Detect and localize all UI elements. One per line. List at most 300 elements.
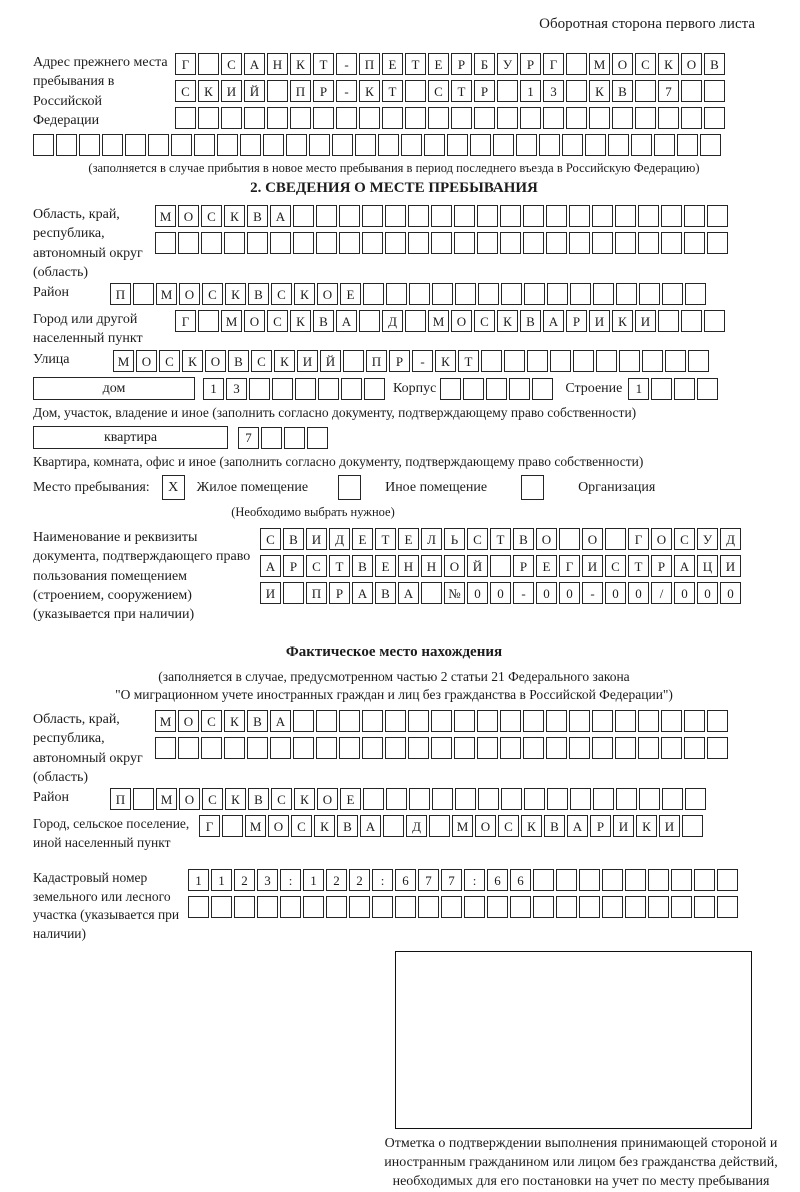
stroenie-cells bbox=[628, 378, 718, 400]
form-cell bbox=[267, 107, 288, 129]
form-cell: 0 bbox=[490, 582, 511, 604]
form-cell bbox=[293, 232, 314, 254]
form-cell: А bbox=[270, 205, 291, 227]
inoe-checkbox bbox=[338, 475, 361, 500]
form-cell bbox=[270, 737, 291, 759]
form-cell bbox=[240, 134, 261, 156]
prev-address-row-4 bbox=[33, 134, 755, 156]
form-cell: № bbox=[444, 582, 465, 604]
form-cell: Г bbox=[559, 555, 580, 577]
form-cell bbox=[363, 283, 384, 305]
form-cell: С bbox=[291, 815, 312, 837]
form-cell bbox=[431, 232, 452, 254]
form-cell bbox=[133, 283, 154, 305]
korpus-cells bbox=[440, 378, 553, 400]
form-cell: С bbox=[175, 80, 196, 102]
form-cell bbox=[362, 232, 383, 254]
form-cell bbox=[487, 896, 508, 918]
form-cell bbox=[378, 134, 399, 156]
form-cell bbox=[316, 710, 337, 732]
fact-rayon-field bbox=[33, 788, 755, 810]
form-cell bbox=[638, 737, 659, 759]
form-cell: В bbox=[337, 815, 358, 837]
form-cell bbox=[638, 710, 659, 732]
form-cell: В bbox=[375, 582, 396, 604]
form-cell bbox=[671, 896, 692, 918]
form-cell: С bbox=[251, 350, 272, 372]
form-cell bbox=[665, 350, 686, 372]
kvartira-cells bbox=[238, 427, 328, 449]
form-cell bbox=[247, 232, 268, 254]
form-cell bbox=[662, 283, 683, 305]
form-cell bbox=[332, 134, 353, 156]
form-cell bbox=[524, 788, 545, 810]
form-cell bbox=[635, 107, 656, 129]
form-cell: 0 bbox=[559, 582, 580, 604]
form-cell bbox=[585, 134, 606, 156]
form-cell: П bbox=[306, 582, 327, 604]
form-cell bbox=[234, 896, 255, 918]
form-cell bbox=[201, 232, 222, 254]
form-cell: - bbox=[336, 53, 357, 75]
fact-oblast-row-2 bbox=[155, 737, 755, 759]
form-cell bbox=[175, 107, 196, 129]
form-cell bbox=[700, 134, 721, 156]
kadastr-row-2 bbox=[188, 896, 755, 918]
form-cell: С bbox=[267, 310, 288, 332]
form-cell bbox=[500, 205, 521, 227]
form-cell: К bbox=[435, 350, 456, 372]
form-cell: Й bbox=[244, 80, 265, 102]
form-cell: И bbox=[659, 815, 680, 837]
form-cell: Н bbox=[267, 53, 288, 75]
form-cell bbox=[405, 310, 426, 332]
prev-address-row-1 bbox=[175, 53, 755, 75]
confirmation-stamp-box bbox=[395, 951, 752, 1129]
form-cell bbox=[217, 134, 238, 156]
form-cell: 0 bbox=[697, 582, 718, 604]
form-cell: П bbox=[110, 788, 131, 810]
form-cell: М bbox=[156, 283, 177, 305]
form-cell: О bbox=[179, 788, 200, 810]
form-cell bbox=[684, 737, 705, 759]
form-cell bbox=[592, 205, 613, 227]
form-cell bbox=[355, 134, 376, 156]
form-cell: О bbox=[205, 350, 226, 372]
form-cell bbox=[592, 737, 613, 759]
zhiloe-label: Жилое помещение bbox=[196, 479, 309, 495]
form-cell: Е bbox=[352, 528, 373, 550]
form-cell bbox=[451, 107, 472, 129]
form-cell bbox=[523, 737, 544, 759]
form-cell: О bbox=[178, 710, 199, 732]
form-cell bbox=[441, 896, 462, 918]
form-cell: 7 bbox=[658, 80, 679, 102]
form-cell bbox=[681, 80, 702, 102]
form-cell bbox=[569, 232, 590, 254]
prev-address-row-2 bbox=[175, 80, 755, 102]
form-cell bbox=[497, 107, 518, 129]
form-cell bbox=[717, 869, 738, 891]
kvartira-note: Квартира, комната, офис и иное (заполнить согласно документу, подтверждающему право собственности) bbox=[33, 454, 644, 469]
form-cell: К bbox=[290, 310, 311, 332]
form-cell bbox=[593, 283, 614, 305]
form-cell: Т bbox=[313, 53, 334, 75]
form-cell bbox=[546, 710, 567, 732]
form-cell bbox=[293, 710, 314, 732]
s2-ulitsa-label: Улица bbox=[33, 352, 70, 367]
form-cell bbox=[556, 869, 577, 891]
form-cell: С bbox=[202, 283, 223, 305]
form-cell bbox=[648, 896, 669, 918]
form-cell bbox=[685, 788, 706, 810]
form-cell: Е bbox=[382, 53, 403, 75]
form-cell: Р bbox=[313, 80, 334, 102]
form-cell: О bbox=[244, 310, 265, 332]
doc-field bbox=[33, 528, 755, 636]
s2-gorod-label: Город или другой населенный пункт bbox=[33, 312, 143, 347]
form-cell bbox=[619, 350, 640, 372]
form-cell: В bbox=[352, 555, 373, 577]
form-cell: М bbox=[113, 350, 134, 372]
form-cell: П bbox=[110, 283, 131, 305]
form-cell: П bbox=[290, 80, 311, 102]
form-cell bbox=[261, 427, 282, 449]
form-cell: В bbox=[612, 80, 633, 102]
form-cell bbox=[639, 788, 660, 810]
form-cell: 1 bbox=[211, 869, 232, 891]
form-cell: Е bbox=[428, 53, 449, 75]
form-cell bbox=[566, 53, 587, 75]
form-cell: С bbox=[271, 788, 292, 810]
s2-oblast-field bbox=[33, 205, 755, 283]
form-cell: С bbox=[428, 80, 449, 102]
form-cell bbox=[662, 788, 683, 810]
form-cell bbox=[359, 310, 380, 332]
form-cell bbox=[286, 134, 307, 156]
form-cell bbox=[364, 378, 385, 400]
form-cell: 1 bbox=[203, 378, 224, 400]
s2-oblast-row-2 bbox=[155, 232, 755, 254]
form-cell: К bbox=[294, 788, 315, 810]
doc-row-3 bbox=[260, 582, 755, 604]
form-cell bbox=[592, 232, 613, 254]
form-cell bbox=[318, 378, 339, 400]
form-cell: Е bbox=[340, 283, 361, 305]
form-cell: М bbox=[156, 788, 177, 810]
form-cell bbox=[201, 737, 222, 759]
form-cell: 2 bbox=[349, 869, 370, 891]
form-cell bbox=[704, 107, 725, 129]
form-cell bbox=[270, 232, 291, 254]
form-cell bbox=[500, 737, 521, 759]
form-cell: С bbox=[674, 528, 695, 550]
form-cell bbox=[431, 205, 452, 227]
form-cell bbox=[385, 710, 406, 732]
form-cell: В bbox=[704, 53, 725, 75]
form-cell: У bbox=[497, 53, 518, 75]
fact-gorod-label: Город, сельское поселение, иной населенный пункт bbox=[33, 816, 190, 850]
choose-note: (Необходимо выбрать нужное) bbox=[231, 505, 395, 519]
form-cell bbox=[612, 107, 633, 129]
form-cell: М bbox=[589, 53, 610, 75]
form-cell bbox=[481, 350, 502, 372]
form-cell bbox=[290, 107, 311, 129]
form-cell: 6 bbox=[395, 869, 416, 891]
form-cell bbox=[527, 350, 548, 372]
form-cell bbox=[362, 737, 383, 759]
form-cell bbox=[501, 788, 522, 810]
form-cell bbox=[486, 378, 507, 400]
form-cell bbox=[408, 710, 429, 732]
form-cell: С bbox=[201, 205, 222, 227]
form-cell bbox=[470, 134, 491, 156]
form-cell: Ь bbox=[444, 528, 465, 550]
form-cell: А bbox=[352, 582, 373, 604]
form-cell bbox=[385, 232, 406, 254]
form-cell: О bbox=[136, 350, 157, 372]
form-cell bbox=[684, 710, 705, 732]
form-cell bbox=[341, 378, 362, 400]
form-cell bbox=[707, 737, 728, 759]
form-cell bbox=[385, 205, 406, 227]
form-cell: Р bbox=[329, 582, 350, 604]
s2-oblast-row-1 bbox=[155, 205, 755, 227]
form-cell: К bbox=[636, 815, 657, 837]
form-cell: 1 bbox=[520, 80, 541, 102]
zhiloe-checkbox: X bbox=[162, 475, 185, 500]
form-cell: К bbox=[589, 80, 610, 102]
dom-box: дом bbox=[33, 377, 195, 400]
form-cell: 2 bbox=[234, 869, 255, 891]
form-cell bbox=[547, 788, 568, 810]
form-cell bbox=[408, 737, 429, 759]
form-cell bbox=[309, 134, 330, 156]
form-cell bbox=[454, 737, 475, 759]
form-cell: Т bbox=[405, 53, 426, 75]
form-cell bbox=[198, 107, 219, 129]
form-cell: 1 bbox=[628, 378, 649, 400]
dom-note: Дом, участок, владение и иное (заполнить согласно документу, подтверждающему право собственности) bbox=[33, 405, 637, 420]
form-cell bbox=[454, 232, 475, 254]
form-cell: О bbox=[681, 53, 702, 75]
form-cell bbox=[267, 80, 288, 102]
korpus-label: Корпус bbox=[393, 380, 437, 396]
section2-title: 2. СВЕДЕНИЯ О МЕСТЕ ПРЕБЫВАНИЯ bbox=[250, 180, 538, 196]
form-cell: В bbox=[513, 528, 534, 550]
dom-cells bbox=[203, 378, 385, 400]
form-cell bbox=[546, 205, 567, 227]
form-cell bbox=[432, 788, 453, 810]
form-cell bbox=[510, 896, 531, 918]
form-cell bbox=[500, 232, 521, 254]
form-cell: А bbox=[398, 582, 419, 604]
form-cell bbox=[493, 134, 514, 156]
form-cell bbox=[500, 710, 521, 732]
form-cell: О bbox=[651, 528, 672, 550]
form-cell: Р bbox=[513, 555, 534, 577]
form-cell bbox=[408, 205, 429, 227]
form-cell: : bbox=[280, 869, 301, 891]
kadastr-row-1 bbox=[188, 869, 755, 891]
form-cell bbox=[661, 737, 682, 759]
form-cell: М bbox=[221, 310, 242, 332]
form-cell bbox=[638, 232, 659, 254]
form-cell: К bbox=[521, 815, 542, 837]
form-cell bbox=[579, 869, 600, 891]
form-cell: С bbox=[635, 53, 656, 75]
fact-oblast-label: Область, край, республика, автономный округ (область) bbox=[33, 712, 143, 785]
mesto-label: Место пребывания: bbox=[33, 479, 150, 495]
form-cell: П bbox=[366, 350, 387, 372]
form-cell bbox=[569, 710, 590, 732]
form-cell bbox=[566, 107, 587, 129]
form-cell: Ц bbox=[697, 555, 718, 577]
kadastr-label: Кадастровый номер земельного или лесного участка (указывается при наличии) bbox=[33, 870, 180, 941]
form-cell bbox=[533, 869, 554, 891]
form-cell bbox=[707, 710, 728, 732]
form-cell: К bbox=[224, 205, 245, 227]
form-cell: Р bbox=[474, 80, 495, 102]
form-cell bbox=[707, 232, 728, 254]
form-cell: К bbox=[224, 710, 245, 732]
form-cell bbox=[409, 283, 430, 305]
form-cell: А bbox=[543, 310, 564, 332]
form-cell bbox=[33, 134, 54, 156]
form-cell bbox=[148, 134, 169, 156]
form-cell bbox=[717, 896, 738, 918]
form-cell bbox=[372, 896, 393, 918]
form-cell bbox=[221, 107, 242, 129]
form-cell: Т bbox=[451, 80, 472, 102]
form-cell: Й bbox=[320, 350, 341, 372]
form-cell bbox=[504, 350, 525, 372]
form-cell bbox=[395, 896, 416, 918]
form-cell bbox=[532, 378, 553, 400]
fact-gorod-field bbox=[33, 815, 755, 855]
form-cell bbox=[602, 869, 623, 891]
form-cell: Н bbox=[398, 555, 419, 577]
form-cell: Е bbox=[536, 555, 557, 577]
form-cell: В bbox=[248, 788, 269, 810]
form-cell: 1 bbox=[303, 869, 324, 891]
form-cell bbox=[56, 134, 77, 156]
form-cell: 0 bbox=[605, 582, 626, 604]
form-cell: В bbox=[283, 528, 304, 550]
form-cell bbox=[490, 555, 511, 577]
form-cell bbox=[688, 350, 709, 372]
form-cell: 0 bbox=[720, 582, 741, 604]
form-cell: С bbox=[474, 310, 495, 332]
form-cell: О bbox=[444, 555, 465, 577]
form-cell: Р bbox=[451, 53, 472, 75]
form-cell: 7 bbox=[238, 427, 259, 449]
form-cell bbox=[431, 737, 452, 759]
form-cell bbox=[685, 283, 706, 305]
form-cell: К bbox=[198, 80, 219, 102]
fact-oblast-row-1 bbox=[155, 710, 755, 732]
form-cell bbox=[477, 205, 498, 227]
form-cell bbox=[661, 205, 682, 227]
form-cell bbox=[188, 896, 209, 918]
form-cell bbox=[570, 788, 591, 810]
kvartira-box: квартира bbox=[33, 426, 228, 449]
form-cell bbox=[421, 582, 442, 604]
form-cell bbox=[295, 378, 316, 400]
form-cell bbox=[625, 896, 646, 918]
form-cell bbox=[349, 896, 370, 918]
form-cell bbox=[339, 232, 360, 254]
form-cell: О bbox=[582, 528, 603, 550]
form-cell bbox=[501, 283, 522, 305]
form-cell: К bbox=[612, 310, 633, 332]
form-cell bbox=[661, 232, 682, 254]
form-cell bbox=[556, 896, 577, 918]
form-cell: П bbox=[359, 53, 380, 75]
form-cell: А bbox=[260, 555, 281, 577]
form-cell bbox=[533, 896, 554, 918]
form-cell bbox=[651, 378, 672, 400]
form-cell: В bbox=[544, 815, 565, 837]
form-cell: О bbox=[612, 53, 633, 75]
form-cell bbox=[263, 134, 284, 156]
form-cell: 2 bbox=[326, 869, 347, 891]
form-cell bbox=[440, 378, 461, 400]
form-cell bbox=[257, 896, 278, 918]
form-cell: 0 bbox=[674, 582, 695, 604]
form-cell: И bbox=[720, 555, 741, 577]
doc-label: Наименование и реквизиты документа, подтверждающего право пользования помещением (строением, сооружением) (указывается при наличии) bbox=[33, 530, 251, 623]
form-cell bbox=[316, 205, 337, 227]
form-cell bbox=[697, 378, 718, 400]
form-cell: С bbox=[271, 283, 292, 305]
form-cell bbox=[605, 528, 626, 550]
fact-rayon-label: Район bbox=[33, 790, 69, 805]
form-cell: Е bbox=[375, 555, 396, 577]
form-cell: - bbox=[412, 350, 433, 372]
form-cell: Р bbox=[590, 815, 611, 837]
s2-dom-row bbox=[33, 377, 755, 400]
form-cell bbox=[684, 205, 705, 227]
form-cell: Т bbox=[329, 555, 350, 577]
form-cell bbox=[455, 283, 476, 305]
form-cell bbox=[573, 350, 594, 372]
form-cell: Г bbox=[199, 815, 220, 837]
form-cell bbox=[474, 107, 495, 129]
form-cell: 3 bbox=[226, 378, 247, 400]
form-cell: И bbox=[221, 80, 242, 102]
form-cell: В bbox=[247, 710, 268, 732]
form-cell bbox=[661, 710, 682, 732]
form-cell: Р bbox=[566, 310, 587, 332]
form-cell bbox=[283, 582, 304, 604]
form-cell: К bbox=[658, 53, 679, 75]
prev-address-label: Адрес прежнего места пребывания в Российской Федерации bbox=[33, 55, 168, 128]
prev-address-row-3 bbox=[175, 107, 755, 129]
form-cell: Д bbox=[329, 528, 350, 550]
form-cell: Р bbox=[389, 350, 410, 372]
form-cell bbox=[616, 283, 637, 305]
form-cell: А bbox=[360, 815, 381, 837]
form-cell: : bbox=[372, 869, 393, 891]
kadastr-field bbox=[33, 869, 755, 945]
form-cell bbox=[463, 378, 484, 400]
form-cell bbox=[671, 869, 692, 891]
form-cell: / bbox=[651, 582, 672, 604]
form-cell bbox=[198, 310, 219, 332]
form-cell bbox=[642, 350, 663, 372]
form-cell: К bbox=[225, 788, 246, 810]
